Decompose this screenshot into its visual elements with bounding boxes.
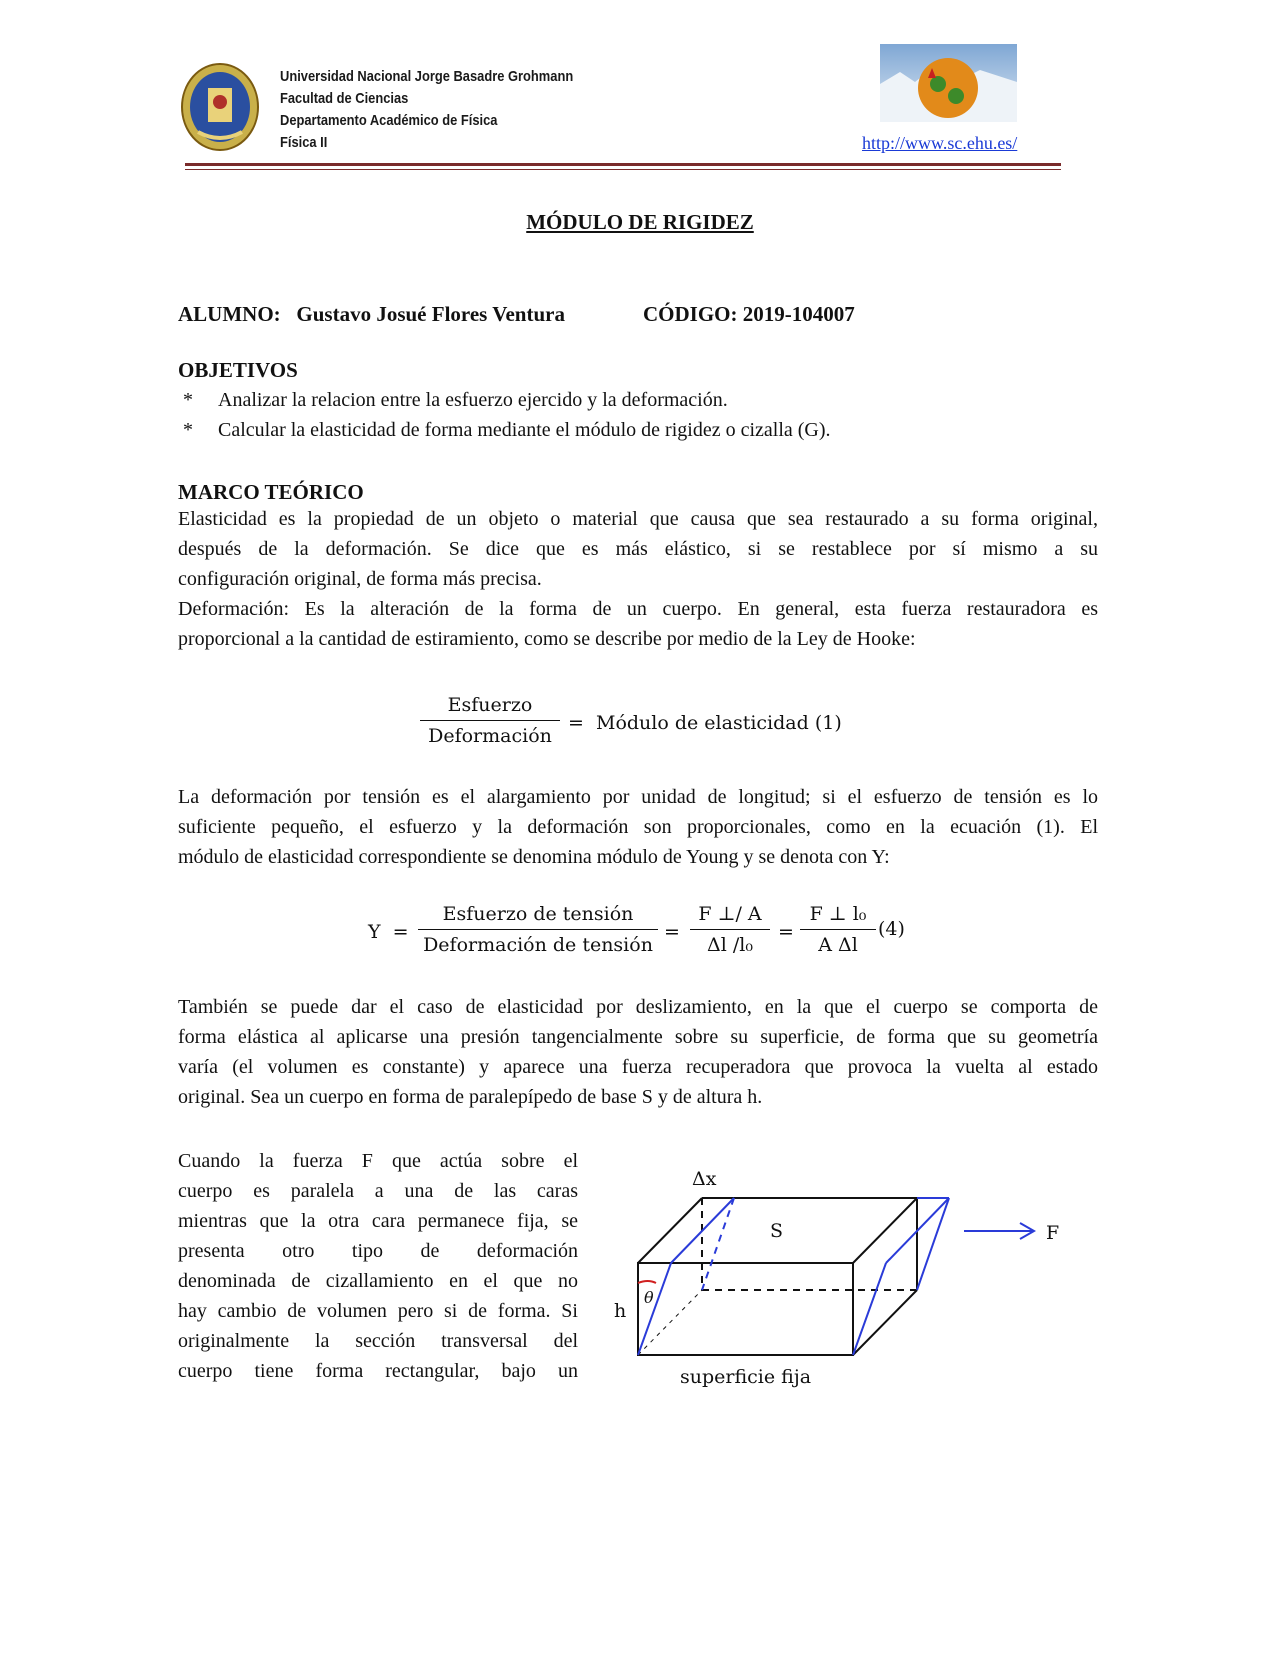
numerator: F ⊥ l₀ (800, 903, 876, 930)
text-line: Elasticidad es la propiedad de un objeto o material que causa que sea restaurado a su forma original, (178, 508, 1098, 530)
front-face (638, 1263, 853, 1355)
text-line: La deformación por tensión es el alargamiento por unidad de longitud; si el esfuerzo de tensión es lo (178, 786, 1098, 808)
delta-x-label: Δx (692, 1168, 717, 1190)
fraction (418, 903, 658, 956)
university-name: Universidad Nacional Jorge Basadre Grohmann (280, 68, 574, 85)
text-line: original. Sea un cuerpo en forma de paralepípedo de base S y de altura h. (178, 1086, 763, 1108)
text-line: configuración original, de forma más precisa. (178, 568, 542, 590)
text-line: hay cambio de volumen pero si de forma. Si (178, 1300, 578, 1322)
text-line: cuerpo tiene forma rectangular, bajo un (178, 1360, 578, 1382)
height-label: h (614, 1300, 627, 1322)
institution-header (280, 66, 573, 154)
numerator: Esfuerzo (420, 694, 560, 721)
text-line: Cuando la fuerza F que actúa sobre el (178, 1150, 578, 1172)
bullet-marker: * (183, 389, 193, 411)
fixed-surface-label: superficie fija (680, 1366, 812, 1388)
text-line: presenta otro tipo de deformación (178, 1240, 578, 1262)
text-line: varía (el volumen es constante) y aparece una fuerza recuperadora que provoca la vuelta al estado (178, 1056, 1098, 1078)
numerator: Esfuerzo de tensión (418, 903, 658, 930)
header-divider-thin (185, 169, 1061, 170)
student-code: CÓDIGO: 2019-104007 (643, 302, 855, 326)
denominator: Deformación de tensión (423, 934, 653, 956)
faculty-name: Facultad de Ciencias (280, 90, 409, 107)
fraction (800, 903, 876, 956)
equation-rhs: = Módulo de elasticidad (1) (568, 712, 842, 734)
objective-item: Analizar la relacion entre la esfuerzo ejercido y la deformación. (218, 389, 728, 411)
equals-sign: = (778, 921, 794, 943)
text-line: suficiente pequeño, el esfuerzo y la deformación son proporcionales, como en la ecuación (1). El (178, 816, 1098, 838)
denominator: Deformación (428, 725, 552, 747)
base-area-label: S (770, 1220, 784, 1242)
department-name: Departamento Académico de Física (280, 112, 498, 129)
objectives-heading: OBJETIVOS (178, 358, 298, 382)
text-line: También se puede dar el caso de elasticidad por deslizamiento, en la que el cuerpo se comporta de (178, 996, 1098, 1018)
header-divider (185, 163, 1061, 166)
text-line: originalmente la sección transversal del (178, 1330, 578, 1352)
student-name: Gustavo Josué Flores Ventura (296, 302, 565, 326)
equation-lhs: Y = (368, 921, 409, 943)
text-line: forma elástica al aplicarse una presión tangencialmente sobre su superficie, de forma que su geometría (178, 1026, 1098, 1048)
fraction (420, 694, 560, 747)
header-logo (880, 44, 1017, 122)
student-line (178, 302, 855, 327)
theory-paragraph-2 (178, 782, 1098, 872)
equation-number: (4) (878, 918, 905, 940)
text-line: mientras que la otra cara permanece fija, se (178, 1210, 578, 1232)
theory-heading: MARCO TEÓRICO (178, 480, 364, 504)
shear-diagram (600, 1155, 1090, 1395)
text-line: cuerpo es paralela a una de las caras (178, 1180, 578, 1202)
theory-paragraph-3 (178, 992, 1098, 1112)
numerator: F ⊥/ A (690, 903, 770, 930)
theory-paragraph-1 (178, 504, 1098, 654)
theory-paragraph-4 (178, 1146, 578, 1386)
force-label: F (1046, 1222, 1060, 1244)
university-seal (180, 62, 260, 152)
header-url-link[interactable]: http://www.sc.ehu.es/ (862, 133, 1018, 153)
text-line: denominada de cizallamiento en el que no (178, 1270, 578, 1292)
text-line: módulo de elasticidad correspondiente se denomina módulo de Young y se denota con Y: (178, 846, 890, 868)
angle-label: θ (644, 1288, 654, 1307)
text-line: proporcional a la cantidad de estiramiento, como se describe por medio de la Ley de Hooke: (178, 628, 916, 650)
student-label: ALUMNO: (178, 302, 281, 326)
objective-item: Calcular la elasticidad de forma mediante el módulo de rigidez o cizalla (G). (218, 419, 831, 441)
equals-sign: = (664, 921, 680, 943)
text-line: Deformación: Es la alteración de la forma de un cuerpo. En general, esta fuerza restauradora es (178, 598, 1098, 620)
bullet-marker: * (183, 419, 193, 441)
denominator: Δl /l₀ (707, 934, 753, 956)
fraction (690, 903, 770, 956)
text-line: después de la deformación. Se dice que es más elástico, si se restablece por sí mismo a su (178, 538, 1098, 560)
course-name: Física II (280, 134, 328, 151)
denominator: A Δl (818, 934, 858, 956)
page-title: MÓDULO DE RIGIDEZ (526, 210, 754, 234)
